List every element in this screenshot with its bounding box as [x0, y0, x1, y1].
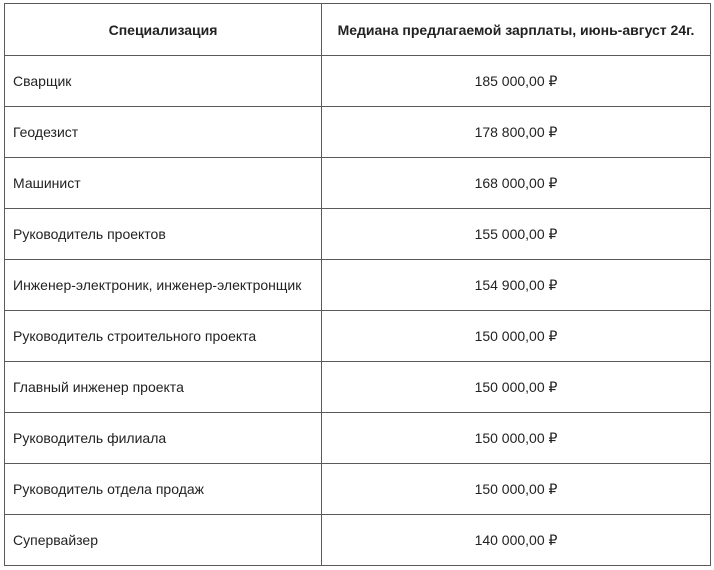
specialization-cell: Руководитель филиала [5, 413, 322, 464]
salary-cell: 168 000,00 ₽ [322, 158, 711, 209]
table-row [5, 209, 711, 260]
table-body [5, 56, 711, 566]
salary-cell: 150 000,00 ₽ [322, 413, 711, 464]
header-specialization: Специализация [5, 4, 322, 56]
table-row [5, 362, 711, 413]
specialization-cell: Машинист [5, 158, 322, 209]
table-row [5, 515, 711, 566]
salary-table [4, 3, 711, 566]
specialization-cell: Геодезист [5, 107, 322, 158]
table-row [5, 260, 711, 311]
salary-cell: 185 000,00 ₽ [322, 56, 711, 107]
salary-cell: 140 000,00 ₽ [322, 515, 711, 566]
specialization-cell: Руководитель отдела продаж [5, 464, 322, 515]
salary-cell: 154 900,00 ₽ [322, 260, 711, 311]
table-row [5, 311, 711, 362]
header-row [5, 4, 711, 56]
salary-cell: 150 000,00 ₽ [322, 311, 711, 362]
table-row [5, 464, 711, 515]
table-row [5, 56, 711, 107]
table-row [5, 107, 711, 158]
specialization-cell: Инженер-электроник, инженер-электронщик [5, 260, 322, 311]
table-header [5, 4, 711, 56]
salary-cell: 150 000,00 ₽ [322, 464, 711, 515]
table-row [5, 413, 711, 464]
header-salary: Медиана предлагаемой зарплаты, июнь-август 24г. [322, 4, 711, 56]
salary-cell: 155 000,00 ₽ [322, 209, 711, 260]
salary-cell: 178 800,00 ₽ [322, 107, 711, 158]
specialization-cell: Главный инженер проекта [5, 362, 322, 413]
specialization-cell: Сварщик [5, 56, 322, 107]
table-row [5, 158, 711, 209]
specialization-cell: Руководитель строительного проекта [5, 311, 322, 362]
specialization-cell: Руководитель проектов [5, 209, 322, 260]
salary-cell: 150 000,00 ₽ [322, 362, 711, 413]
specialization-cell: Супервайзер [5, 515, 322, 566]
